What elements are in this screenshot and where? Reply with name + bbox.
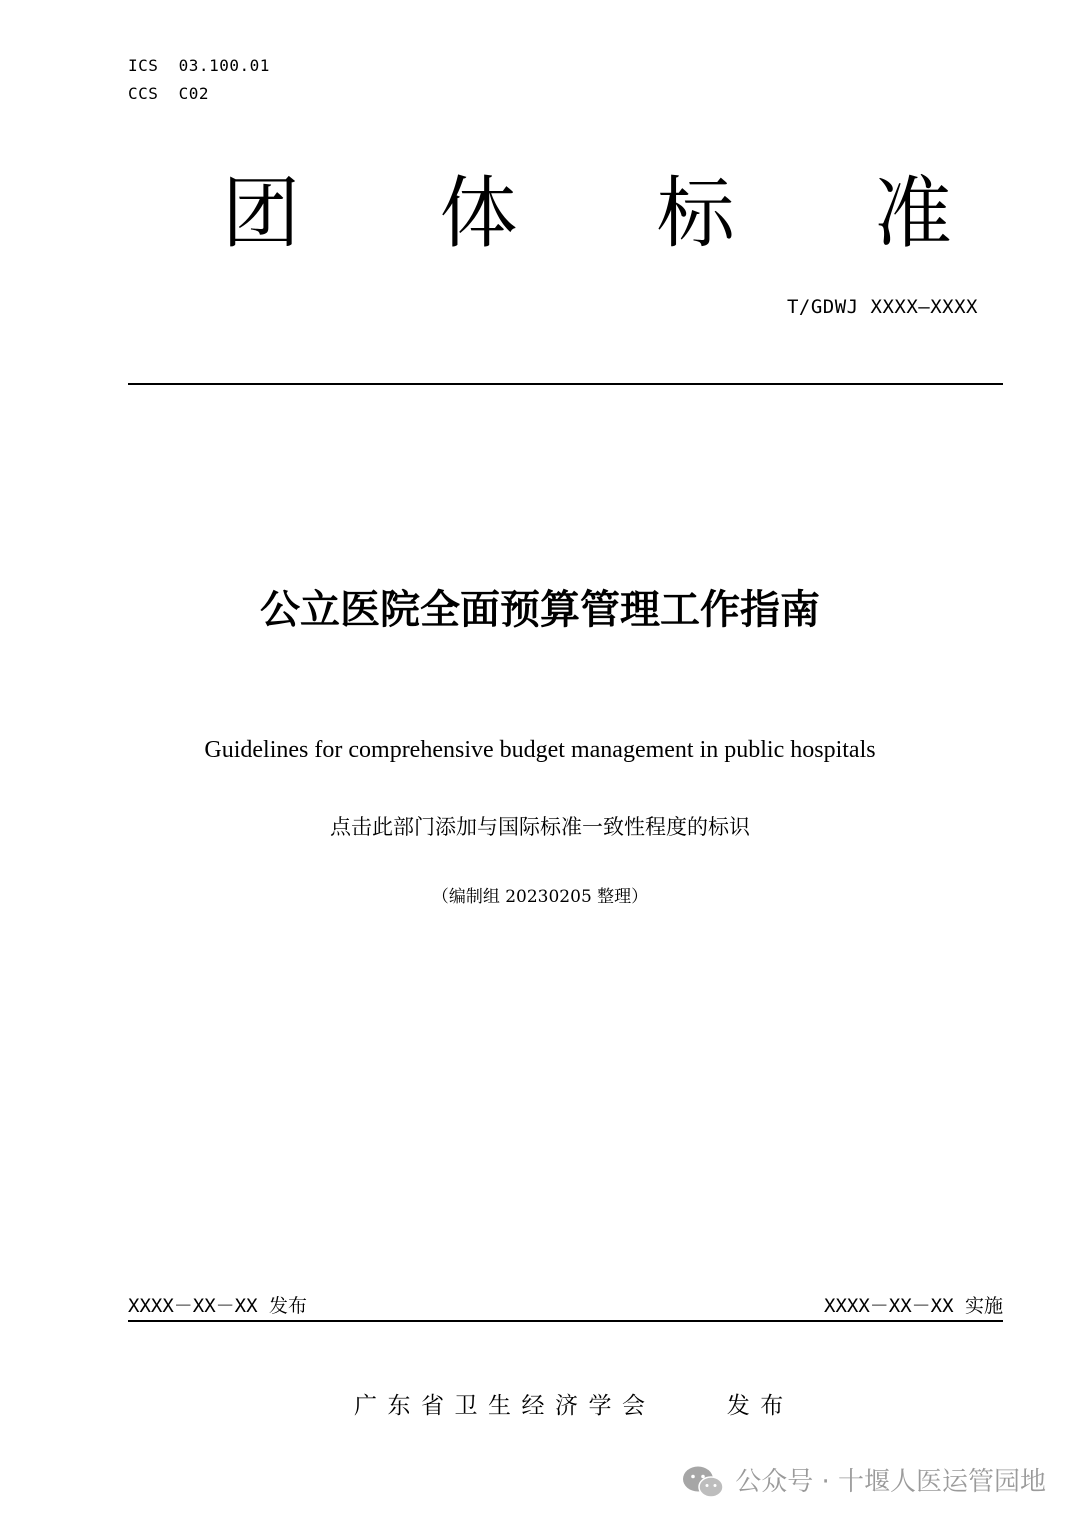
bottom-divider	[128, 1320, 1003, 1322]
top-divider	[128, 383, 1003, 385]
wechat-icon	[681, 1464, 725, 1500]
ics-code: ICS 03.100.01	[128, 56, 270, 75]
watermark	[681, 1464, 1046, 1500]
standard-type-title	[222, 168, 952, 260]
implement-date: XXXX－XX－XX 实施	[824, 1295, 1003, 1317]
issuer-line: 广东省卫生经济学会 发布	[354, 1393, 794, 1419]
title-char-1: 团	[222, 169, 301, 259]
title-char-3: 标	[656, 169, 735, 259]
standard-number: T/GDWJ XXXX—XXXX	[786, 296, 978, 318]
publish-date: XXXX－XX－XX 发布	[128, 1295, 307, 1317]
conformity-note: 点击此部门添加与国际标准一致性程度的标识	[330, 815, 750, 839]
ccs-code: CCS C02	[128, 84, 210, 103]
title-char-4: 准	[873, 169, 952, 259]
compile-note: （编制组 20230205 整理）	[431, 887, 649, 907]
watermark-text: 公众号 · 十堰人医运管园地	[735, 1467, 1046, 1497]
title-char-2: 体	[439, 169, 518, 259]
document-title-cn: 公立医院全面预算管理工作指南	[260, 587, 820, 633]
document-title-en: Guidelines for comprehensive budget management in public hospitals	[204, 737, 876, 763]
